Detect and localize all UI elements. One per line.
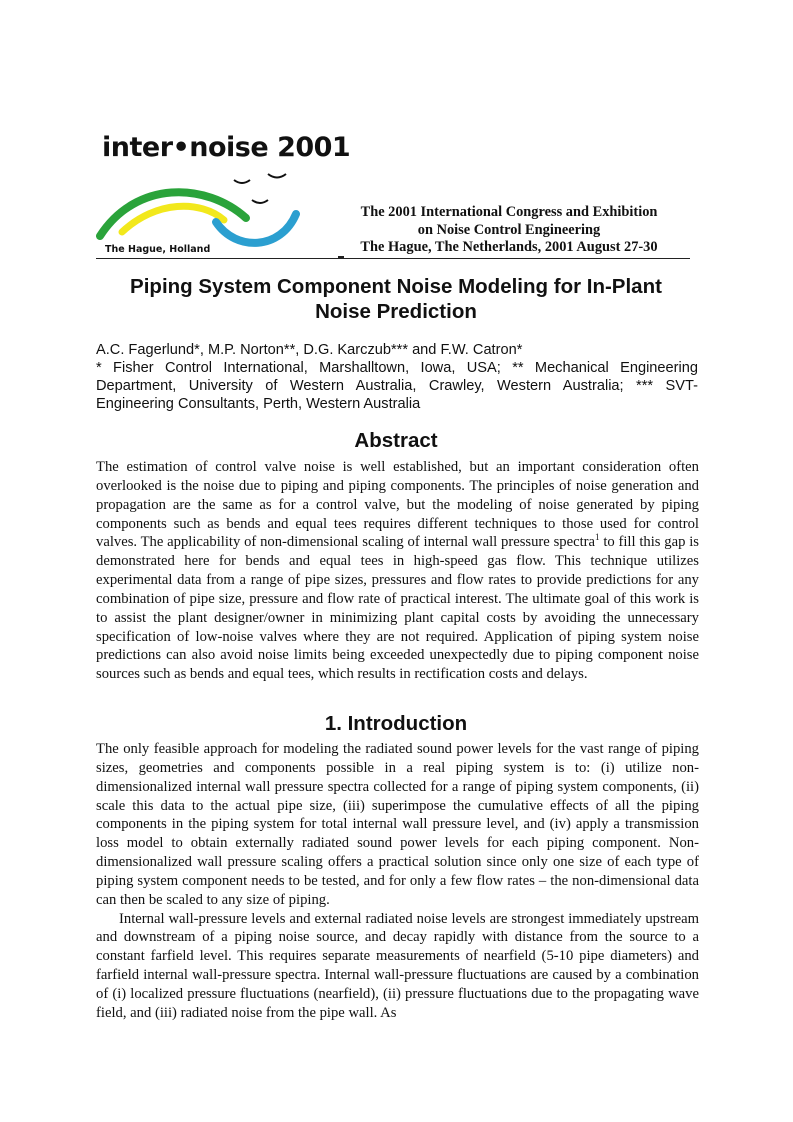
abstract-heading: Abstract bbox=[354, 429, 438, 452]
smile-mark bbox=[234, 180, 250, 183]
header-rule bbox=[96, 258, 690, 259]
introduction-heading: 1. Introduction bbox=[324, 712, 468, 735]
abstract-text-part-1: The estimation of control valve noise is well established, but an important consideration often overlooked is the noise due to piping and piping components. The principles of noise generation and propagation are the same as for a control valve, but the modeling of noise generated by piping components such as bends and equal tees requires different techniques to those used for control valves. The applicability of non-dimensional scaling of internal wall pressure spectra bbox=[96, 459, 699, 551]
introduction-body bbox=[96, 740, 699, 1023]
conference-header bbox=[328, 204, 690, 257]
author-list: A.C. Fagerlund*, M.P. Norton**, D.G. Karczub*** and F.W. Catron* bbox=[96, 342, 523, 358]
conference-line-3: The Hague, The Netherlands, 2001 August 27-30 bbox=[360, 239, 658, 255]
abstract-body bbox=[96, 458, 699, 684]
abstract-text-part-2: to fill this gap is demonstrated here for bends and equal tees in high-speed gas flow. This technique utilizes experimental data from a range of pipe sizes, pressures and flow rates to provide predictions for any combination of pipe size, pressure and flow rate of practical interest. The ultimate goal of this work is to assist the plant designer/owner in minimizing plant capital costs by avoiding the unnecessary specification of low-noise valves where they are not required. Application of piping system noise predictions can also avoid noise limits being exceeded unexpectedly due to piping component noise sources such as bends and equal tees, which results in rectification costs and delays. bbox=[96, 534, 699, 683]
smile-mark bbox=[252, 200, 268, 203]
author-affiliations: * Fisher Control International, Marshalltown, Iowa, USA; ** Mechanical Engineering Department, University of Western Australia, Crawley, Western Australia; *** SVT-Engineering Consultants, Perth, Western Australia bbox=[96, 360, 698, 412]
blue-arc bbox=[216, 214, 296, 243]
intro-paragraph-2: Internal wall-pressure levels and external radiated noise levels are strongest immediately upstream and downstream of a piping noise source, and decay rapidly with distance from the source to a constant farfield level. This requires separate measurements of nearfield (5-10 pipe diameters) and farfield internal wall-pressure spectra. Internal wall-pressure fluctuations are caused by a combination of (i) localized pressure fluctuations (nearfield), (ii) pressure fluctuations due to the propagating wave field, and (iii) radiated noise from the pipe wall. As bbox=[96, 910, 699, 1021]
logo-wordmark: inter•noise 2001 bbox=[102, 132, 351, 163]
intro-paragraph-1: The only feasible approach for modeling the radiated sound power levels for the vast range of piping sizes, geometries and components possible in a real piping system is to: (i) utilize non-dimensionalized internal wall pressure spectra collected for a range of piping system components, (ii) scale this data to the actual pipe size, (iii) superimpose the cumulative effects of all the piping components in the piping system for total internal wall pressure level, and (iv) apply a transmission loss model to obtain externally radiated sound power levels for each piping component. Non-dimensionalized wall pressure scaling offers a practical solution since only one size of each type of piping system component needs to be tested, and for only a few flow rates – the non-dimensional data can then be scaled to any size of piping. bbox=[96, 741, 699, 908]
abstract-paragraph bbox=[96, 458, 699, 684]
header-dash bbox=[338, 256, 344, 258]
reference-marker: 1 bbox=[595, 532, 600, 543]
conference-logo bbox=[96, 132, 351, 260]
title-line-2: Noise Prediction bbox=[315, 299, 477, 323]
conference-line-2: on Noise Control Engineering bbox=[417, 221, 601, 238]
logo-wave-graphic bbox=[96, 170, 336, 250]
logo-city: The Hague, Holland bbox=[105, 244, 211, 255]
smile-mark bbox=[268, 174, 286, 178]
title-line-1: Piping System Component Noise Modeling for In-Plant bbox=[130, 275, 662, 298]
paper-title bbox=[96, 275, 696, 324]
yellow-arc bbox=[122, 206, 224, 232]
conference-line-1: The 2001 International Congress and Exhibition bbox=[360, 204, 658, 220]
author-block bbox=[96, 341, 698, 413]
